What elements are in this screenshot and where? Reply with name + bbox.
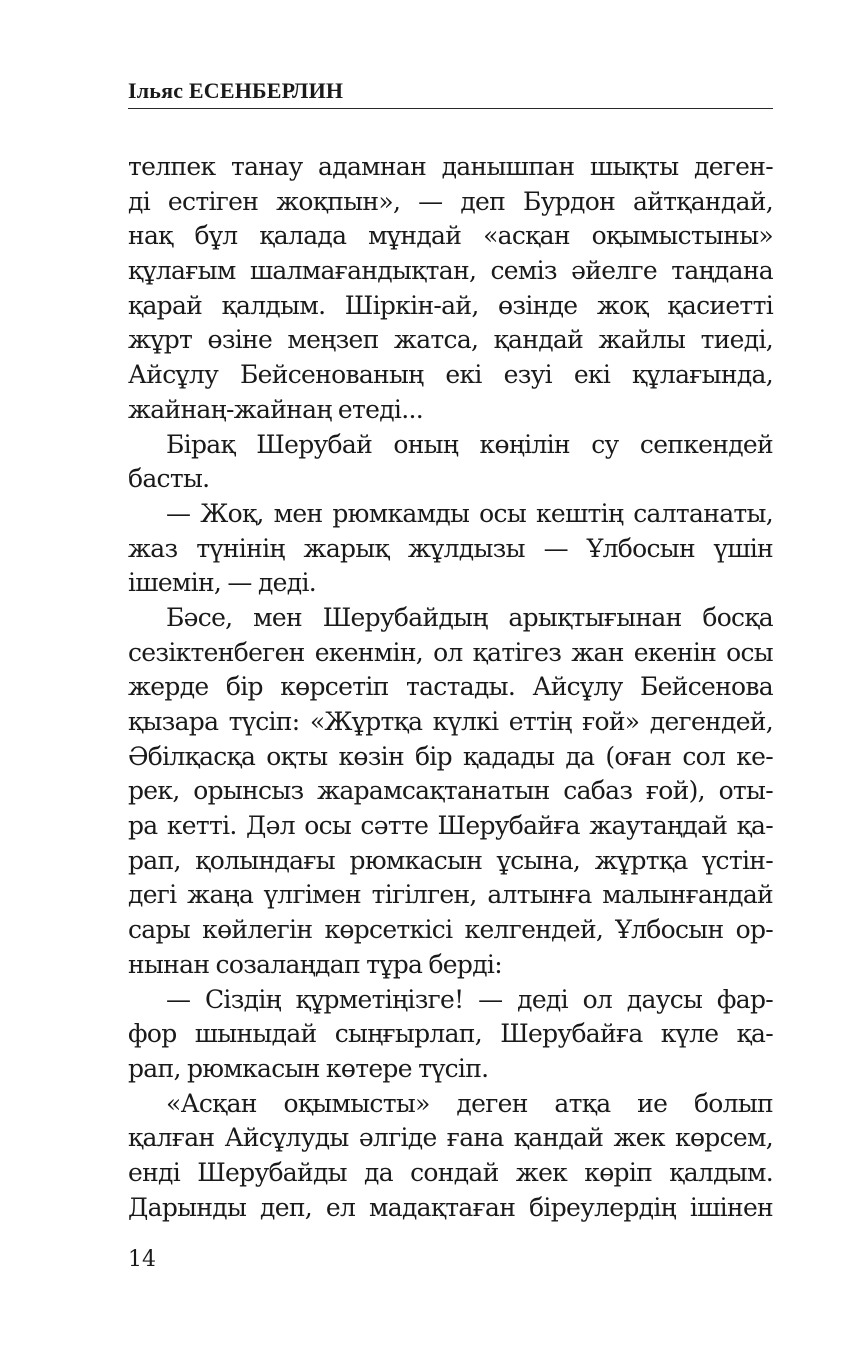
text-line: Дарынды деп, ел мадақтаған біреулердің ішінен <box>128 1192 773 1222</box>
text-line: құлағым шалмағандықтан, семіз әйелге таңдана <box>128 256 773 286</box>
text-line: ра кетті. Дәл осы сәтте Шерубайға жаутаңдай қа- <box>128 811 773 841</box>
text-line: «Асқан оқымысты» деген атқа ие болып <box>166 1088 773 1118</box>
text-line: ді естіген жоқпын», — деп Бурдон айтқандай, <box>128 186 773 216</box>
text-line: жұрт өзіне меңзеп жатса, қандай жайлы тиеді, <box>128 325 773 355</box>
running-head-author: Ільяс ЕСЕНБЕРЛИН <box>128 78 344 103</box>
text-line: Бірақ Шерубай оның көңілін су сепкендей <box>166 429 773 459</box>
text-line: енді Шерубайды да сондай жек көріп қалдым. <box>128 1157 773 1187</box>
text-line: қалған Айсұлуды әлгіде ғана қандай жек көрсем, <box>128 1123 773 1153</box>
text-line: фор шыныдай сыңғырлап, Шерубайға күле қа- <box>128 1019 773 1049</box>
text-line: жайнаң-жайнаң етеді... <box>128 394 423 424</box>
text-line: Әбілқасқа оқты көзін бір қадады да (оған сол ке- <box>128 741 773 771</box>
text-line: ішемін, — деді. <box>128 568 317 598</box>
text-line: жаз түнінің жарық жұлдызы — Ұлбосын үшін <box>128 533 773 563</box>
text-line: нақ бұл қалада мұндай «асқан оқымыстыны» <box>128 221 773 251</box>
text-line: телпек танау адамнан данышпан шықты деген- <box>128 152 773 181</box>
text-line: — Жоқ, мен рюмкамды осы кештің салтанаты, <box>166 498 773 528</box>
text-line: сары көйлегін көрсеткісі келгендей, Ұлбосын ор- <box>128 915 773 945</box>
body-text <box>128 150 773 1225</box>
text-line: дегі жаңа үлгімен тігілген, алтынға малынғандай <box>128 880 773 910</box>
text-line: рек, орынсыз жарамсақтанатын сабаз ғой), оты- <box>128 776 773 806</box>
text-line: нынан созалаңдап тұра берді: <box>128 949 502 979</box>
header-rule <box>128 108 773 109</box>
text-line: Бәсе, мен Шерубайдың арықтығынан босқа <box>166 602 773 632</box>
page-number: 14 <box>128 1247 156 1272</box>
text-line: рап, қолындағы рюмкасын ұсына, жұртқа үстін- <box>128 845 773 875</box>
text-line: қызара түсіп: «Жұртқа күлкі еттің ғой» дегендей, <box>128 707 773 736</box>
text-line: жерде бір көрсетіп тастады. Айсұлу Бейсенова <box>128 672 773 702</box>
text-line: — Сіздің құрметіңізге! — деді ол даусы фар- <box>166 984 773 1014</box>
text-line: сезіктенбеген екенмін, ол қатігез жан екенін осы <box>128 637 773 667</box>
text-line: қарай қалдым. Шіркін-ай, өзінде жоқ қасиетті <box>128 290 773 320</box>
text-line: рап, рюмкасын көтере түсіп. <box>128 1053 489 1083</box>
text-line: Айсұлу Бейсенованың екі езуі екі құлағында, <box>128 360 773 390</box>
text-line: басты. <box>128 464 210 494</box>
